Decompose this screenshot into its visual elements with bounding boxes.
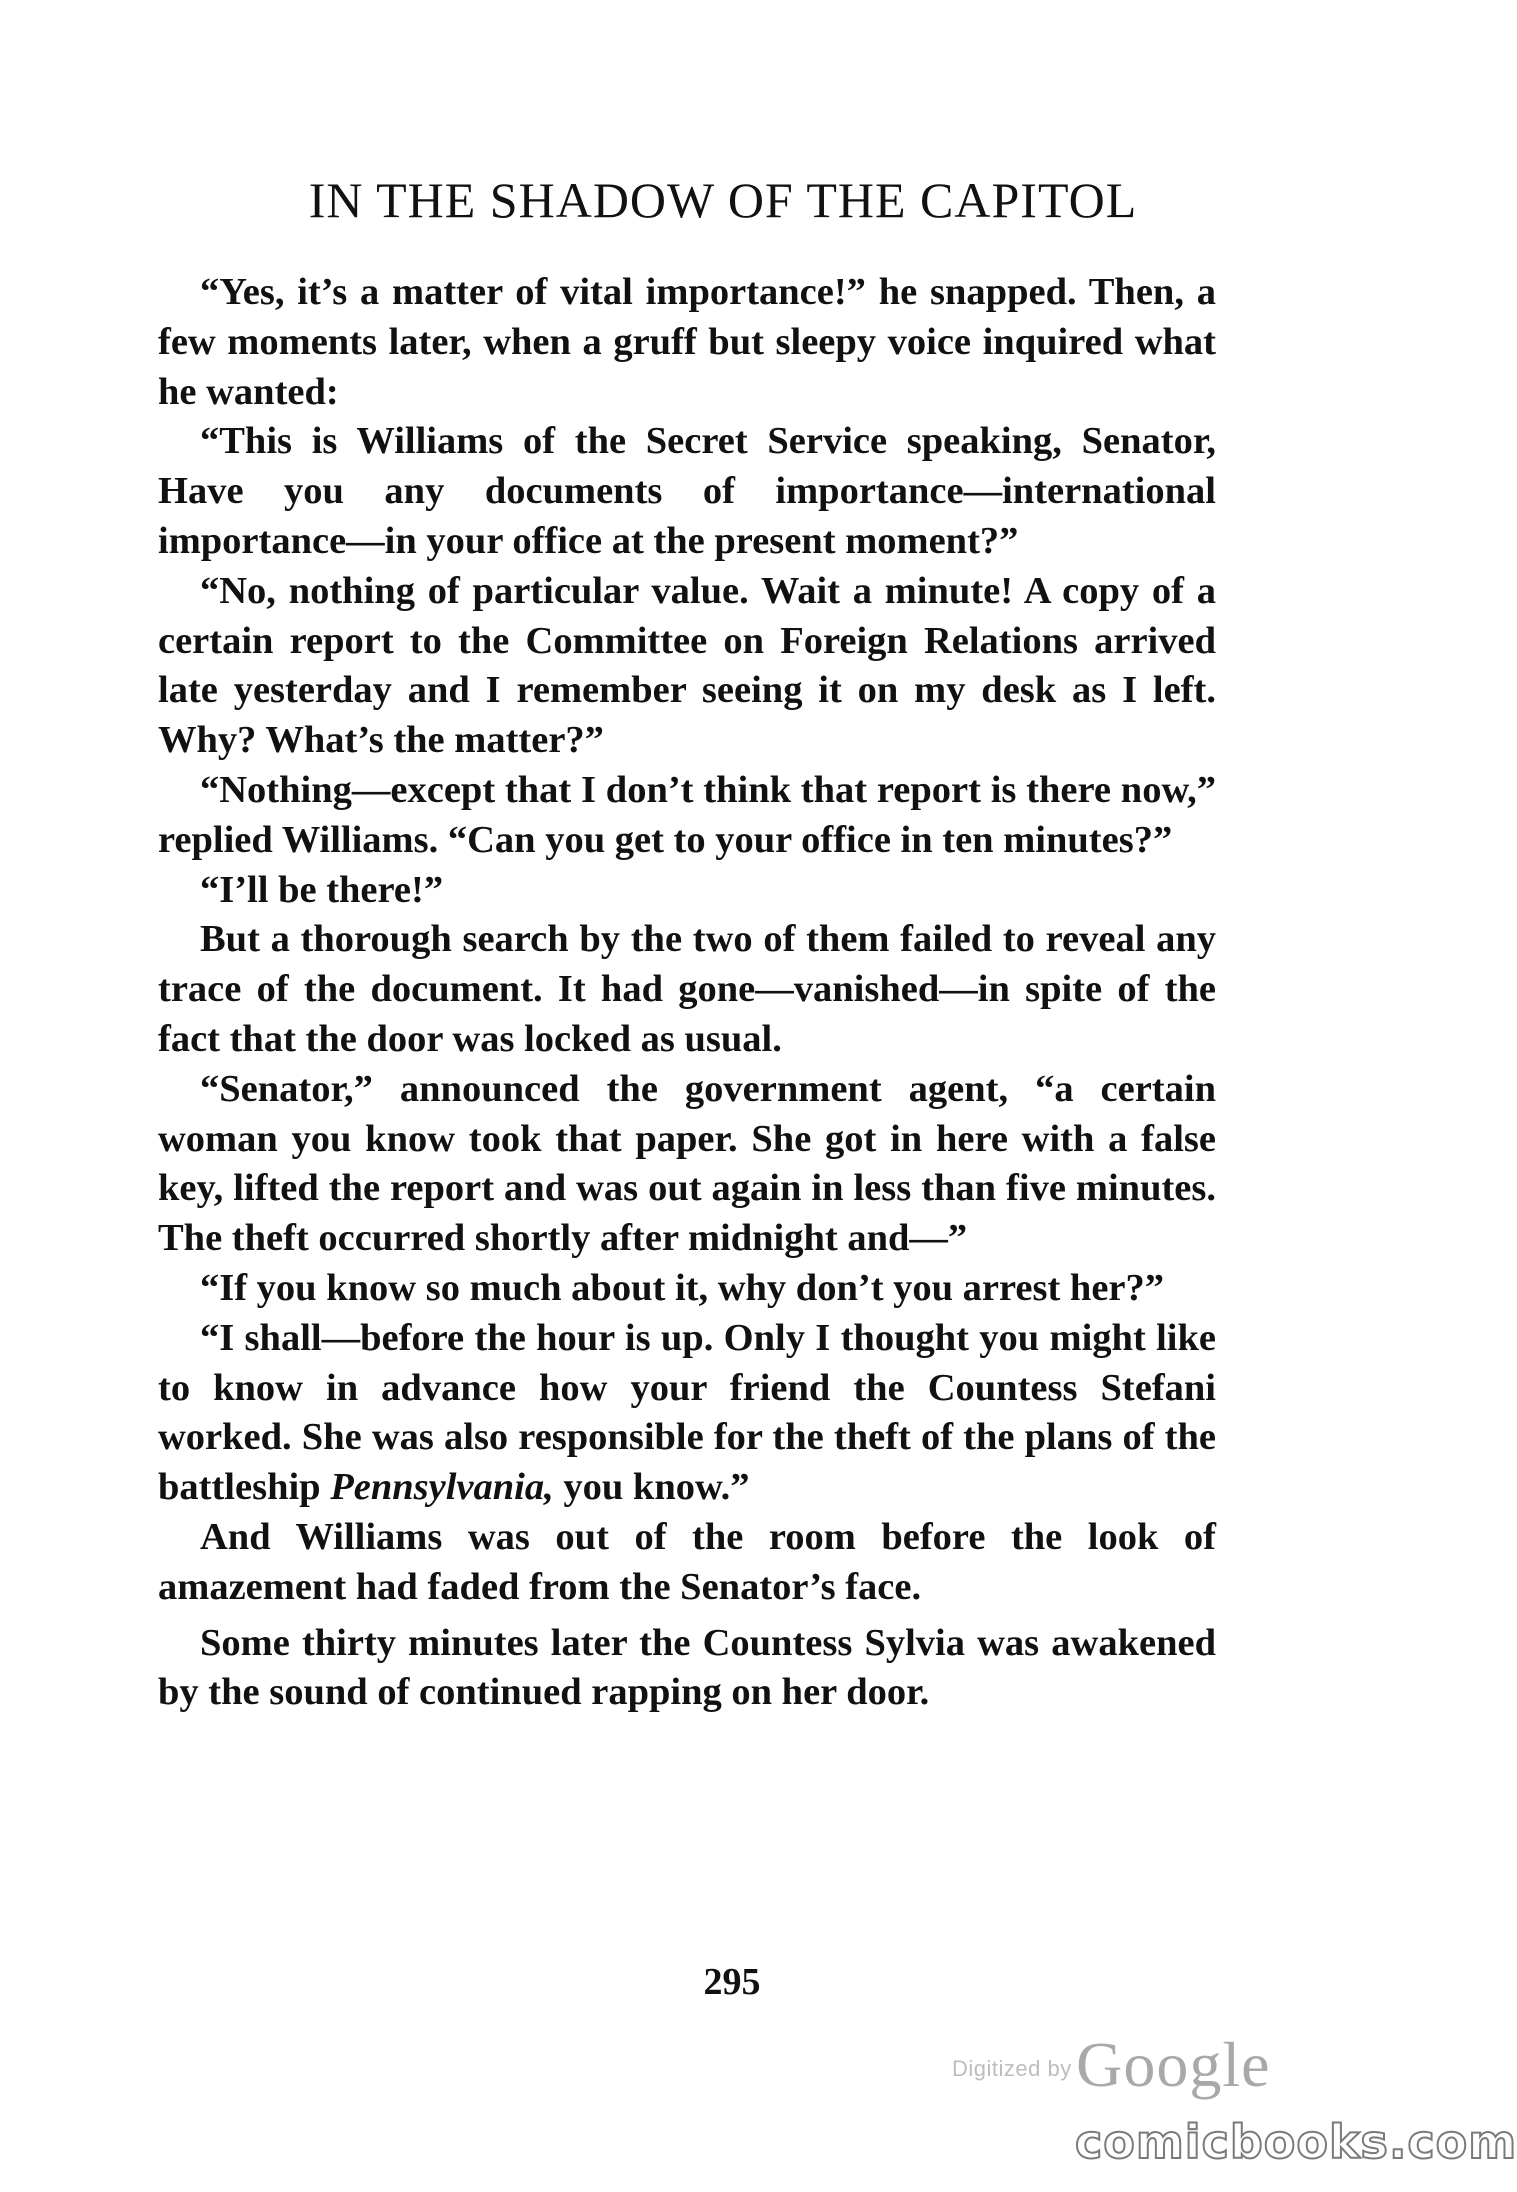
paragraph: Some thirty minutes later the Countess Sylvia was awakened by the sound of continued rapping on her door. [158, 1621, 1216, 1714]
paragraph: And Williams was out of the room before the look of amazement had faded from the Senator’s face. [158, 1515, 1216, 1608]
running-head: IN THE SHADOW OF THE CAPITOL [308, 172, 1138, 228]
site-watermark: comicbooks.com [1075, 2115, 1517, 2169]
paragraph: “Senator,” announced the government agent, “a certain woman you know took that paper. She got in here with a false key, lifted the report and was out again in less than five minutes. The theft occurred shortly after midnight and—” [158, 1067, 1216, 1260]
ship-name: Pennsylvania, [330, 1466, 554, 1509]
paragraph-text: you know.” [563, 1466, 750, 1509]
page-number: 295 [703, 1961, 761, 2003]
paragraph [158, 1314, 1216, 1513]
digitized-by-google-mark [952, 2028, 1271, 2102]
paragraph: “This is Williams of the Secret Service speaking, Senator, Have you any documents of importance—international importance—in your office at the present moment?” [158, 420, 1216, 562]
paragraph: “Yes, it’s a matter of vital importance!” he snapped. Then, a few moments later, when a gruff but sleepy voice inquired what he wanted: [158, 271, 1216, 413]
paragraph: “Nothing—except that I don’t think that report is there now,” replied Williams. “Can you get to your office in ten minutes?” [158, 768, 1216, 861]
paragraph: But a thorough search by the two of them failed to reveal any trace of the document. It had gone—vanished—in spite of the fact that the door was locked as usual. [158, 918, 1216, 1060]
google-logo: Google [1076, 2029, 1271, 2100]
digitized-prefix: Digitized by [952, 2056, 1072, 2081]
body-text [158, 268, 1216, 1718]
paragraph: “I’ll be there!” [200, 868, 444, 911]
paragraph-text: “I shall—before the hour is up. Only I thought you might like to know in advance how your friend the Countess Stefani worked. She was also responsible for the theft of the plans of the battleship [158, 1316, 1216, 1509]
paragraph: “If you know so much about it, why don’t you arrest her?” [200, 1266, 1165, 1309]
paragraph: “No, nothing of particular value. Wait a minute! A copy of a certain report to the Committee on Foreign Relations arrived late yesterday and I remember seeing it on my desk as I left. Why? What’s the matter?” [158, 569, 1216, 762]
